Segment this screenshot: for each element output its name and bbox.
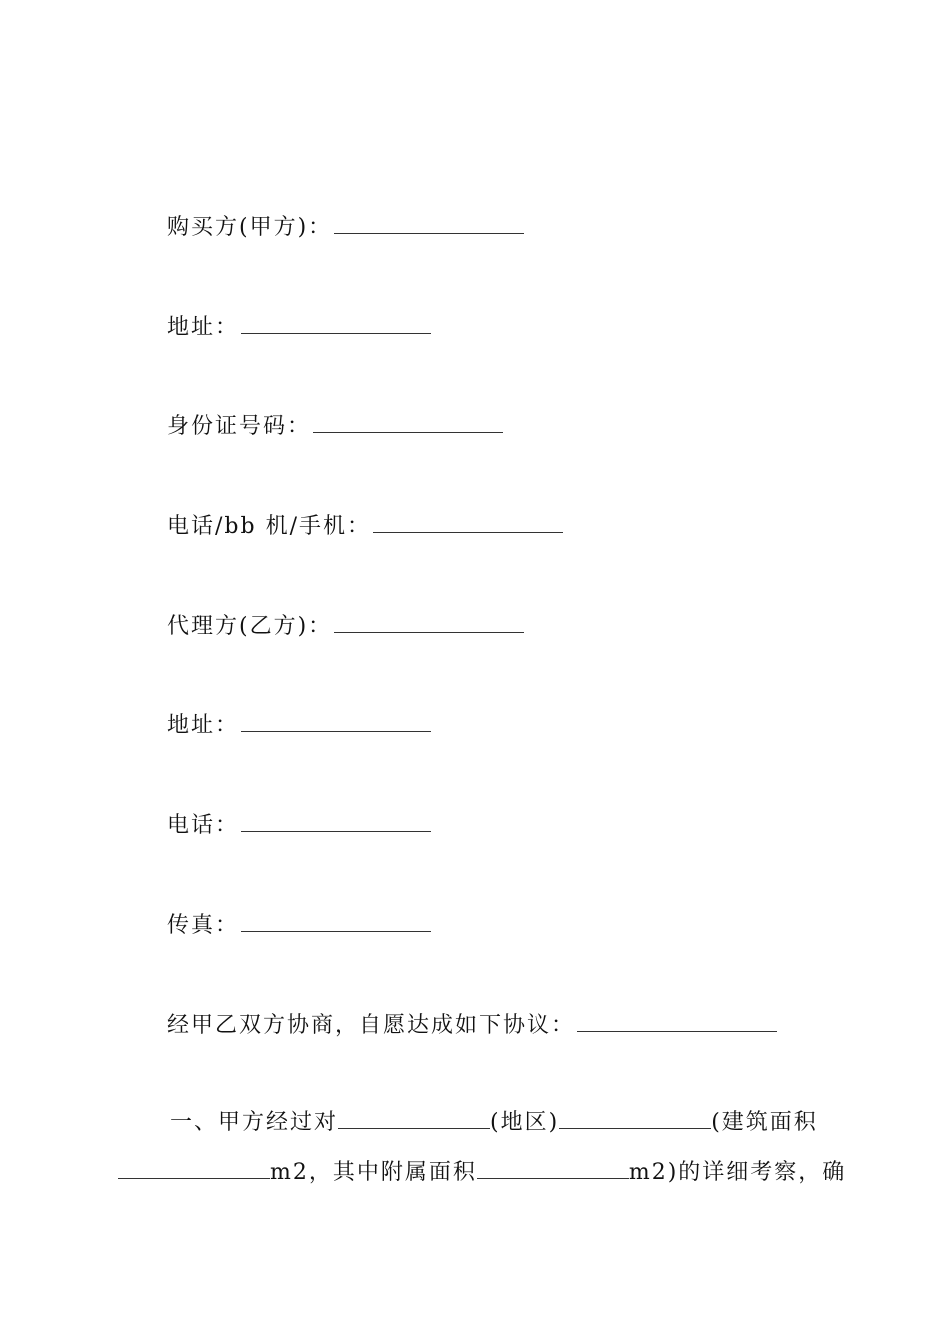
fax-field xyxy=(167,911,431,941)
agent-address-field xyxy=(167,711,431,741)
clause-1-part-1: 一、甲方经过对 xyxy=(170,1110,339,1135)
clause-1-part-3: (建筑面积 xyxy=(711,1110,818,1135)
fax-label: 传真： xyxy=(167,913,240,938)
agreement-intro-blank[interactable] xyxy=(577,1011,777,1032)
agreement-intro-text: 经甲乙双方协商，自愿达成如下协议： xyxy=(167,1013,576,1038)
agreement-intro xyxy=(167,1011,777,1041)
ancillary-area-blank[interactable] xyxy=(477,1158,629,1179)
buyer-address-label: 地址： xyxy=(167,315,240,340)
fax-blank[interactable] xyxy=(241,911,431,932)
agent-field xyxy=(167,612,524,642)
agent-address-blank[interactable] xyxy=(241,711,431,732)
clause-1-part-4: m2，其中附属面积 xyxy=(270,1160,477,1185)
buyer-field xyxy=(167,213,524,243)
id-number-blank[interactable] xyxy=(313,412,503,433)
buyer-label: 购买方(甲方)： xyxy=(167,215,333,240)
property-blank[interactable] xyxy=(559,1108,711,1129)
id-number-label: 身份证号码： xyxy=(167,414,312,439)
phone-label: 电话/bb 机/手机： xyxy=(167,514,371,539)
clause-1-part-5: m2)的详细考察，确 xyxy=(628,1160,847,1185)
agent-blank[interactable] xyxy=(334,612,524,633)
buyer-blank[interactable] xyxy=(334,213,524,234)
phone-field xyxy=(167,512,563,542)
buyer-address-field xyxy=(167,313,431,343)
clause-1-part-2: (地区) xyxy=(490,1110,560,1135)
buyer-address-blank[interactable] xyxy=(241,313,431,334)
agent-address-label: 地址： xyxy=(167,713,240,738)
agent-phone-field xyxy=(167,811,431,841)
phone-blank[interactable] xyxy=(373,512,563,533)
clause-1-line-1 xyxy=(170,1108,818,1138)
id-number-field xyxy=(167,412,503,442)
agent-phone-label: 电话： xyxy=(167,813,240,838)
agent-phone-blank[interactable] xyxy=(241,811,431,832)
region-blank[interactable] xyxy=(338,1108,490,1129)
building-area-blank[interactable] xyxy=(118,1158,270,1179)
agent-label: 代理方(乙方)： xyxy=(167,614,333,639)
clause-1-line-2 xyxy=(118,1158,846,1188)
